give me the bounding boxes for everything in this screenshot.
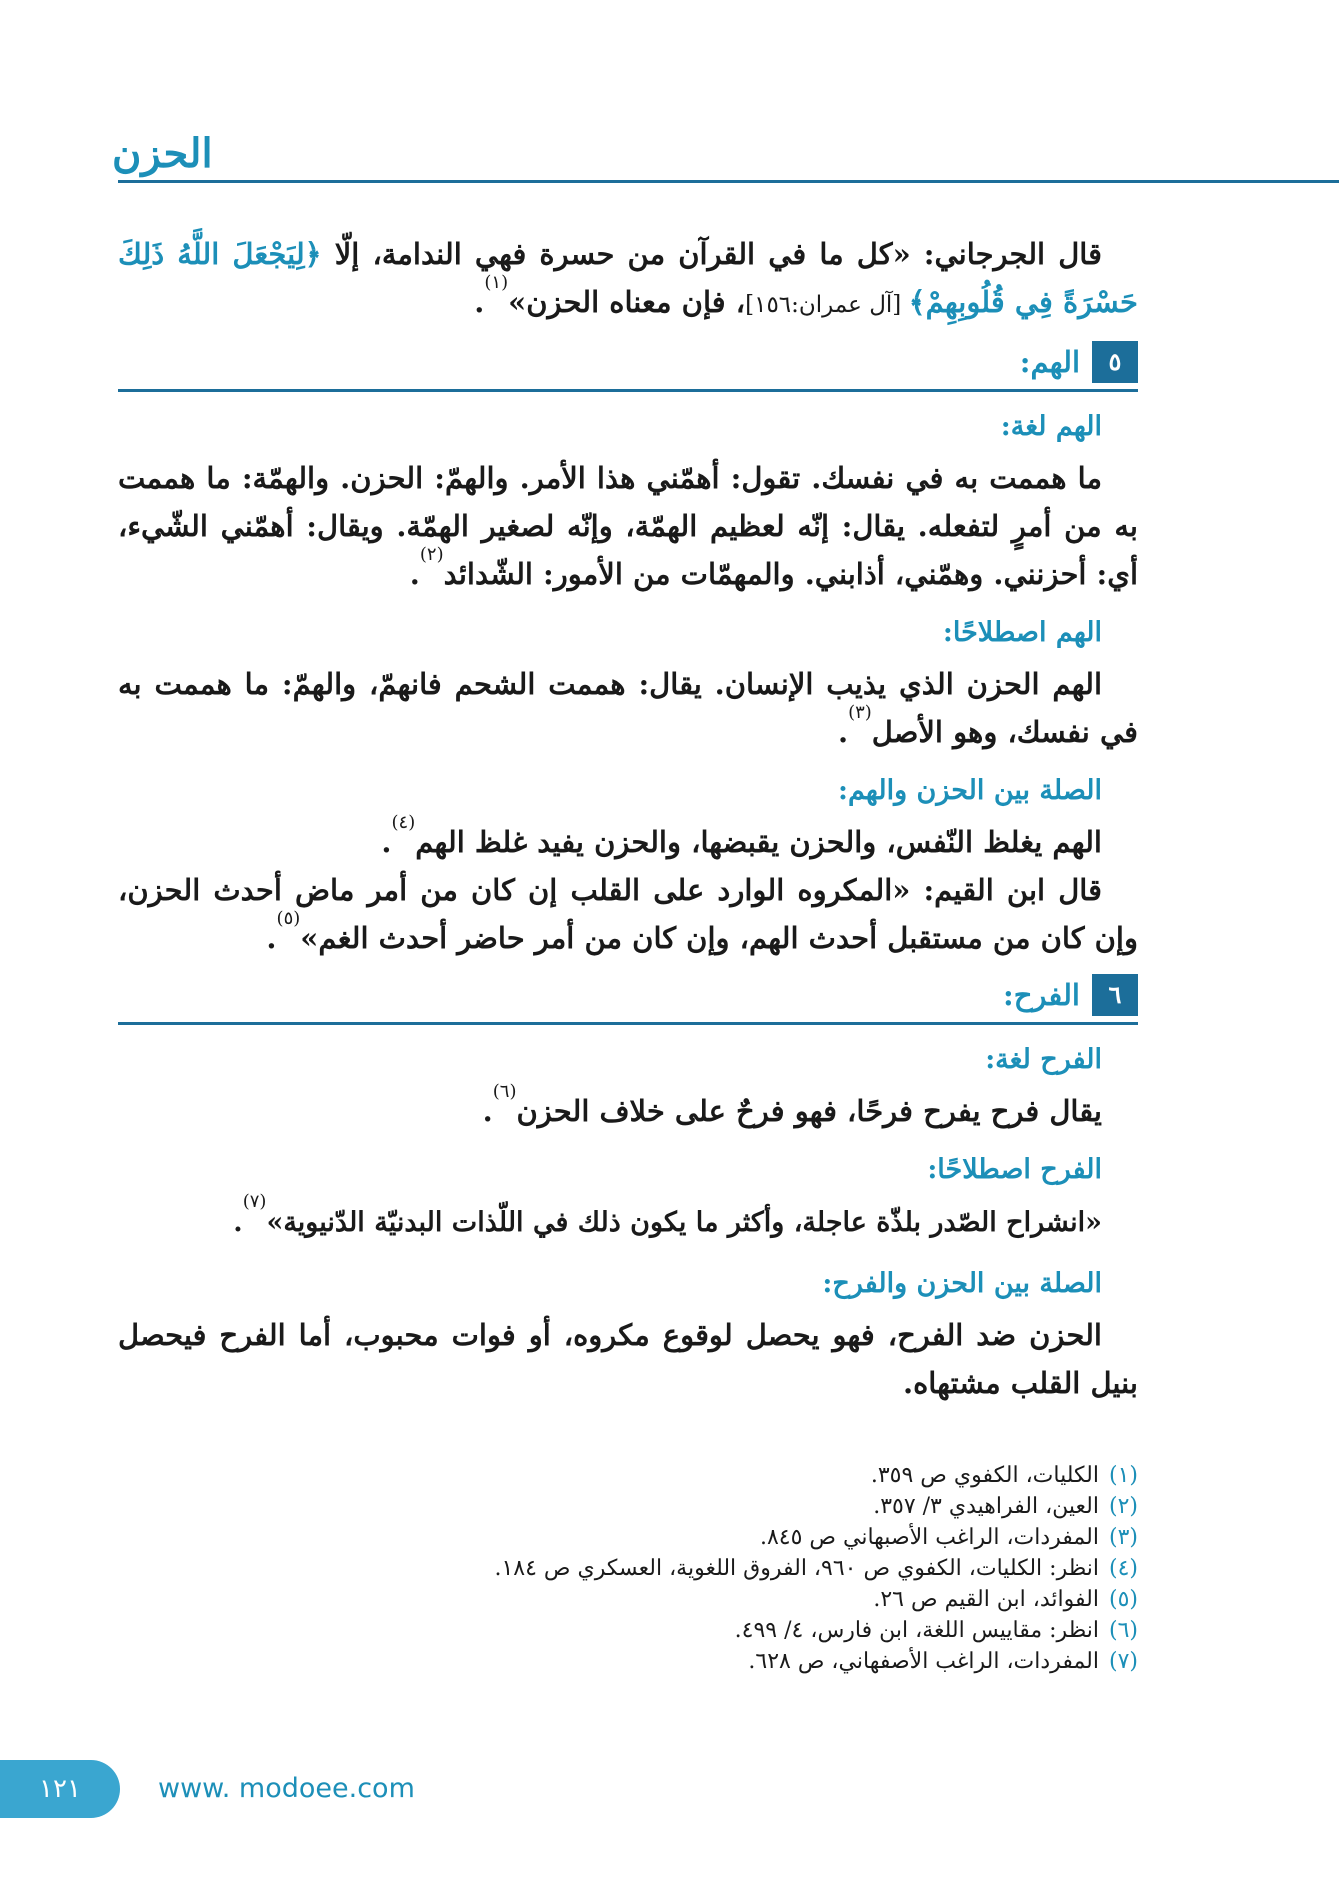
footnote-text: الكليات، الكفوي ص ٣٥٩. [870,1463,1099,1488]
intro-text-1: قال الجرجاني: «كل ما في القرآن من حسرة فهي الندامة، إلّا [321,237,1102,271]
footnote-ref-7[interactable]: (٧) [242,1191,267,1212]
section-number-badge: ٦ [1092,974,1138,1016]
footnote-item [118,1646,1138,1677]
paragraph-period: . [409,557,420,591]
footnote-text: الفوائد، ابن القيم ص ٢٦. [873,1587,1099,1612]
subheading-farah-language: الفرح لغة: [985,1044,1102,1075]
subheading-farah-term: الفرح اصطلاحًا: [927,1154,1102,1185]
subheading-hamm-relation: الصلة بين الحزن والهم: [837,775,1102,806]
footnote-ref-2[interactable]: (٢) [419,544,444,565]
footnote-text: انظر: مقاييس اللغة، ابن فارس، ٤/ ٤٩٩. [734,1618,1099,1643]
paragraph-text: يقال فرح يفرح فرحًا، فهو فرحٌ على خلاف الحزن [516,1094,1102,1128]
footnote-text: المفردات، الراغب الأصبهاني ص ٨٤٥. [759,1525,1099,1550]
section-number-badge: ٥ [1092,341,1138,383]
paragraph-period: . [482,1094,493,1128]
paragraph-period: . [266,921,277,955]
footnote-ref-4[interactable]: (٤) [391,812,416,833]
section-heading-hamm [118,337,1138,392]
intro-text-2: ، فإن معناه الحزن» [508,285,746,319]
intro-paragraph [118,230,1138,329]
footnote-number: (٢) [1108,1494,1138,1519]
paragraph-farah-term [118,1191,1138,1249]
paragraph-text: قال ابن القيم: «المكروه الوارد على القلب إن كان من أمر ماض أحدث الحزن، وإن كان من مستقبل أحدث الهم، وإن كان من أمر حاضر أحدث الغم» [118,873,1138,955]
paragraph-period: . [233,1207,243,1238]
paragraph-hamm-relation-1 [118,812,1138,866]
paragraph-period: . [837,715,849,749]
paragraph-hamm-language [118,454,1138,598]
section-title: الفرح: [1003,978,1080,1012]
footnote-text: انظر: الكليات، الكفوي ص ٩٦٠، الفروق اللغوية، العسكري ص ١٨٤. [494,1556,1099,1581]
intro-period: . [474,285,485,319]
paragraph-hamm-relation-2 [118,866,1138,962]
paragraph-text: ما هممت به في نفسك. تقول: أهمّني هذا الأمر. والهمّ: الحزن. والهمّة: ما هممت به من أمرٍ لتفعله. يقال: إنّه لعظيم الهمّة، وإنّه لصغير الهمّة. ويقال: أهمّني الشّيء، أي: أحزنني. وهمّني، أذابني. والمهمّات من الأمور: الشّدائد [118,461,1138,591]
paragraph-text: الهم الحزن الذي يذيب الإنسان. يقال: هممت الشحم فانهمّ، والهمّ: ما هممت به في نفسك، وهو الأصل [118,667,1138,749]
footnote-item [118,1615,1138,1646]
footnote-number: (٤) [1108,1556,1138,1581]
footnote-number: (٥) [1108,1587,1138,1612]
main-content [118,230,1138,1407]
footnote-text: العين، الفراهيدي ٣/ ٣٥٧. [873,1494,1099,1519]
paragraph-hamm-term [118,660,1138,756]
footnote-item [118,1584,1138,1615]
paragraph-farah-language [118,1081,1138,1135]
section-title: الهم: [1019,345,1080,379]
paragraph-text: الهم يغلظ النّفس، والحزن يقبضها، والحزن يفيد غلظ الهم [415,825,1102,859]
footnote-item [118,1491,1138,1522]
quran-verse: ﴿لِيَجْعَلَ اللَّهُ ذَلِكَ حَسْرَةً فِي قُلُوبِهِمْ﴾ [118,237,1138,319]
paragraph-text: «انشراح الصّدر بلذّة عاجلة، وأكثر ما يكون ذلك في اللّذات البدنيّة الدّنيوية» [266,1207,1102,1238]
footnotes-list [118,1460,1138,1677]
verse-reference: [آل عمران:١٥٦] [745,292,909,318]
footnote-ref-6[interactable]: (٦) [492,1081,517,1102]
footnote-ref-1[interactable]: (١) [484,272,509,293]
website-link[interactable]: www. modoee.com [158,1773,415,1804]
footnote-item [118,1553,1138,1584]
footnote-number: (١) [1108,1463,1138,1488]
footnote-number: (٦) [1108,1618,1138,1643]
subheading-farah-relation: الصلة بين الحزن والفرح: [822,1268,1102,1299]
footnote-number: (٣) [1108,1525,1138,1550]
footnote-item [118,1460,1138,1491]
subheading-hamm-term: الهم اصطلاحًا: [942,617,1102,648]
paragraph-farah-relation [118,1311,1138,1407]
page-number-badge: ١٢١ [0,1760,120,1818]
footnote-ref-3[interactable]: (٣) [848,702,872,723]
paragraph-text: الحزن ضد الفرح، فهو يحصل لوقوع مكروه، أو فوات محبوب، أما الفرح فيحصل بنيل القلب مشتهاه. [118,1318,1138,1400]
running-header-title: الحزن [112,130,213,177]
paragraph-period: . [381,825,392,859]
footnote-text: المفردات، الراغب الأصفهاني، ص ٦٢٨. [748,1649,1099,1674]
footnote-number: (٧) [1108,1649,1138,1674]
section-heading-farah [118,970,1138,1025]
subheading-hamm-language: الهم لغة: [1000,411,1102,442]
header-rule [118,180,1339,183]
footnote-ref-5[interactable]: (٥) [276,908,301,929]
footnote-item [118,1522,1138,1553]
